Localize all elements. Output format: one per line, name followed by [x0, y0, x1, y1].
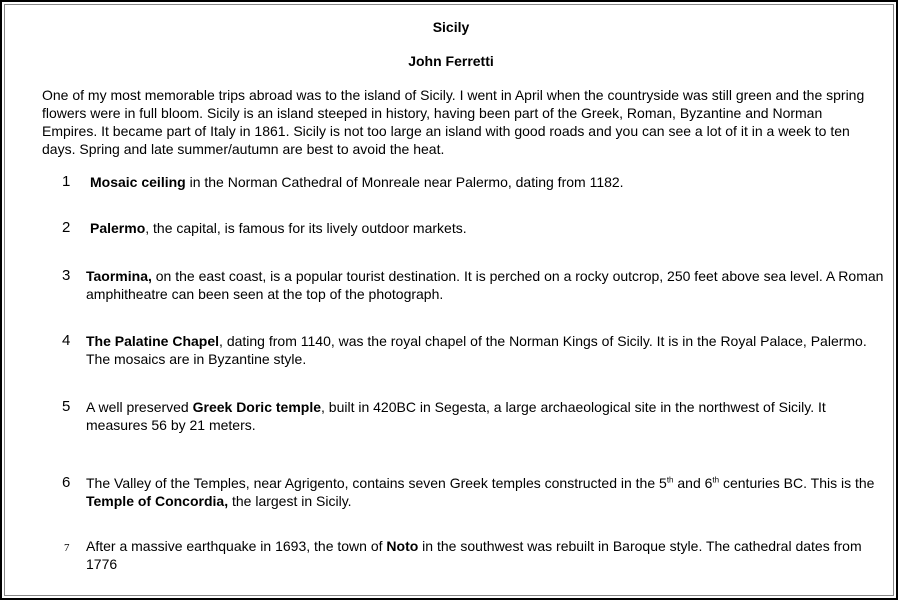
item-text: The Palatine Chapel, dating from 1140, was the royal chapel of the Norman Kings of Sicily. It is in the Royal Palace, Palermo. The mosaics are in Byzantine style. — [86, 333, 867, 367]
item-number: 6 — [62, 474, 71, 491]
item-number: 1 — [62, 173, 71, 190]
document-author: John Ferretti — [408, 53, 494, 69]
item-number: 4 — [62, 332, 71, 349]
item-bold: Palermo — [90, 220, 146, 236]
item-bold: Taormina, — [86, 268, 152, 284]
item-bold: Mosaic ceiling — [90, 174, 186, 190]
item-text: After a massive earthquake in 1693, the town of Noto in the southwest was rebuilt in Baroque style. The cathedral dates from 1776 — [86, 538, 862, 572]
item-bold: The Palatine Chapel — [86, 333, 220, 349]
item-text: Taormina, on the east coast, is a popular tourist destination. It is perched on a rocky outcrop, 250 feet above sea level. A Roman amphitheatre can been seen at the top of the photograph. — [86, 268, 884, 302]
item-bold: Temple of Concordia, — [86, 493, 229, 509]
item-bold: Greek Doric temple — [192, 399, 321, 415]
item-number: 2 — [62, 219, 71, 236]
item-text: The Valley of the Temples, near Agrigento, contains seven Greek temples constructed in the 5th and 6th centuries BC. This is the Temple of Concordia, the largest in Sicily. — [86, 475, 875, 509]
item-number: 5 — [62, 398, 71, 415]
item-text: A well preserved Greek Doric temple, built in 420BC in Segesta, a large archaeological site in the northwest of Sicily. It measures 56 by 21 meters. — [86, 399, 826, 433]
document-title: Sicily — [432, 19, 470, 35]
intro-paragraph: One of my most memorable trips abroad was to the island of Sicily. I went in April when the countryside was still green and the spring flowers were in full bloom. Sicily is an island steeped in history, having been part of the Greek, Roman, Byzantine and Norman Empires. It became part of Italy in 1861. Sicily is not too large an island with good roads and you can see a lot of it in a week to ten days. Spring and late summer/autumn are best to avoid the heat. — [42, 87, 865, 157]
item-number: 3 — [62, 267, 71, 284]
item-text: Mosaic ceiling in the Norman Cathedral of Monreale near Palermo, dating from 1182. — [90, 174, 624, 190]
item-bold: Noto — [386, 538, 419, 554]
item-text: Palermo, the capital, is famous for its lively outdoor markets. — [90, 220, 467, 236]
item-number: 7 — [64, 542, 70, 554]
